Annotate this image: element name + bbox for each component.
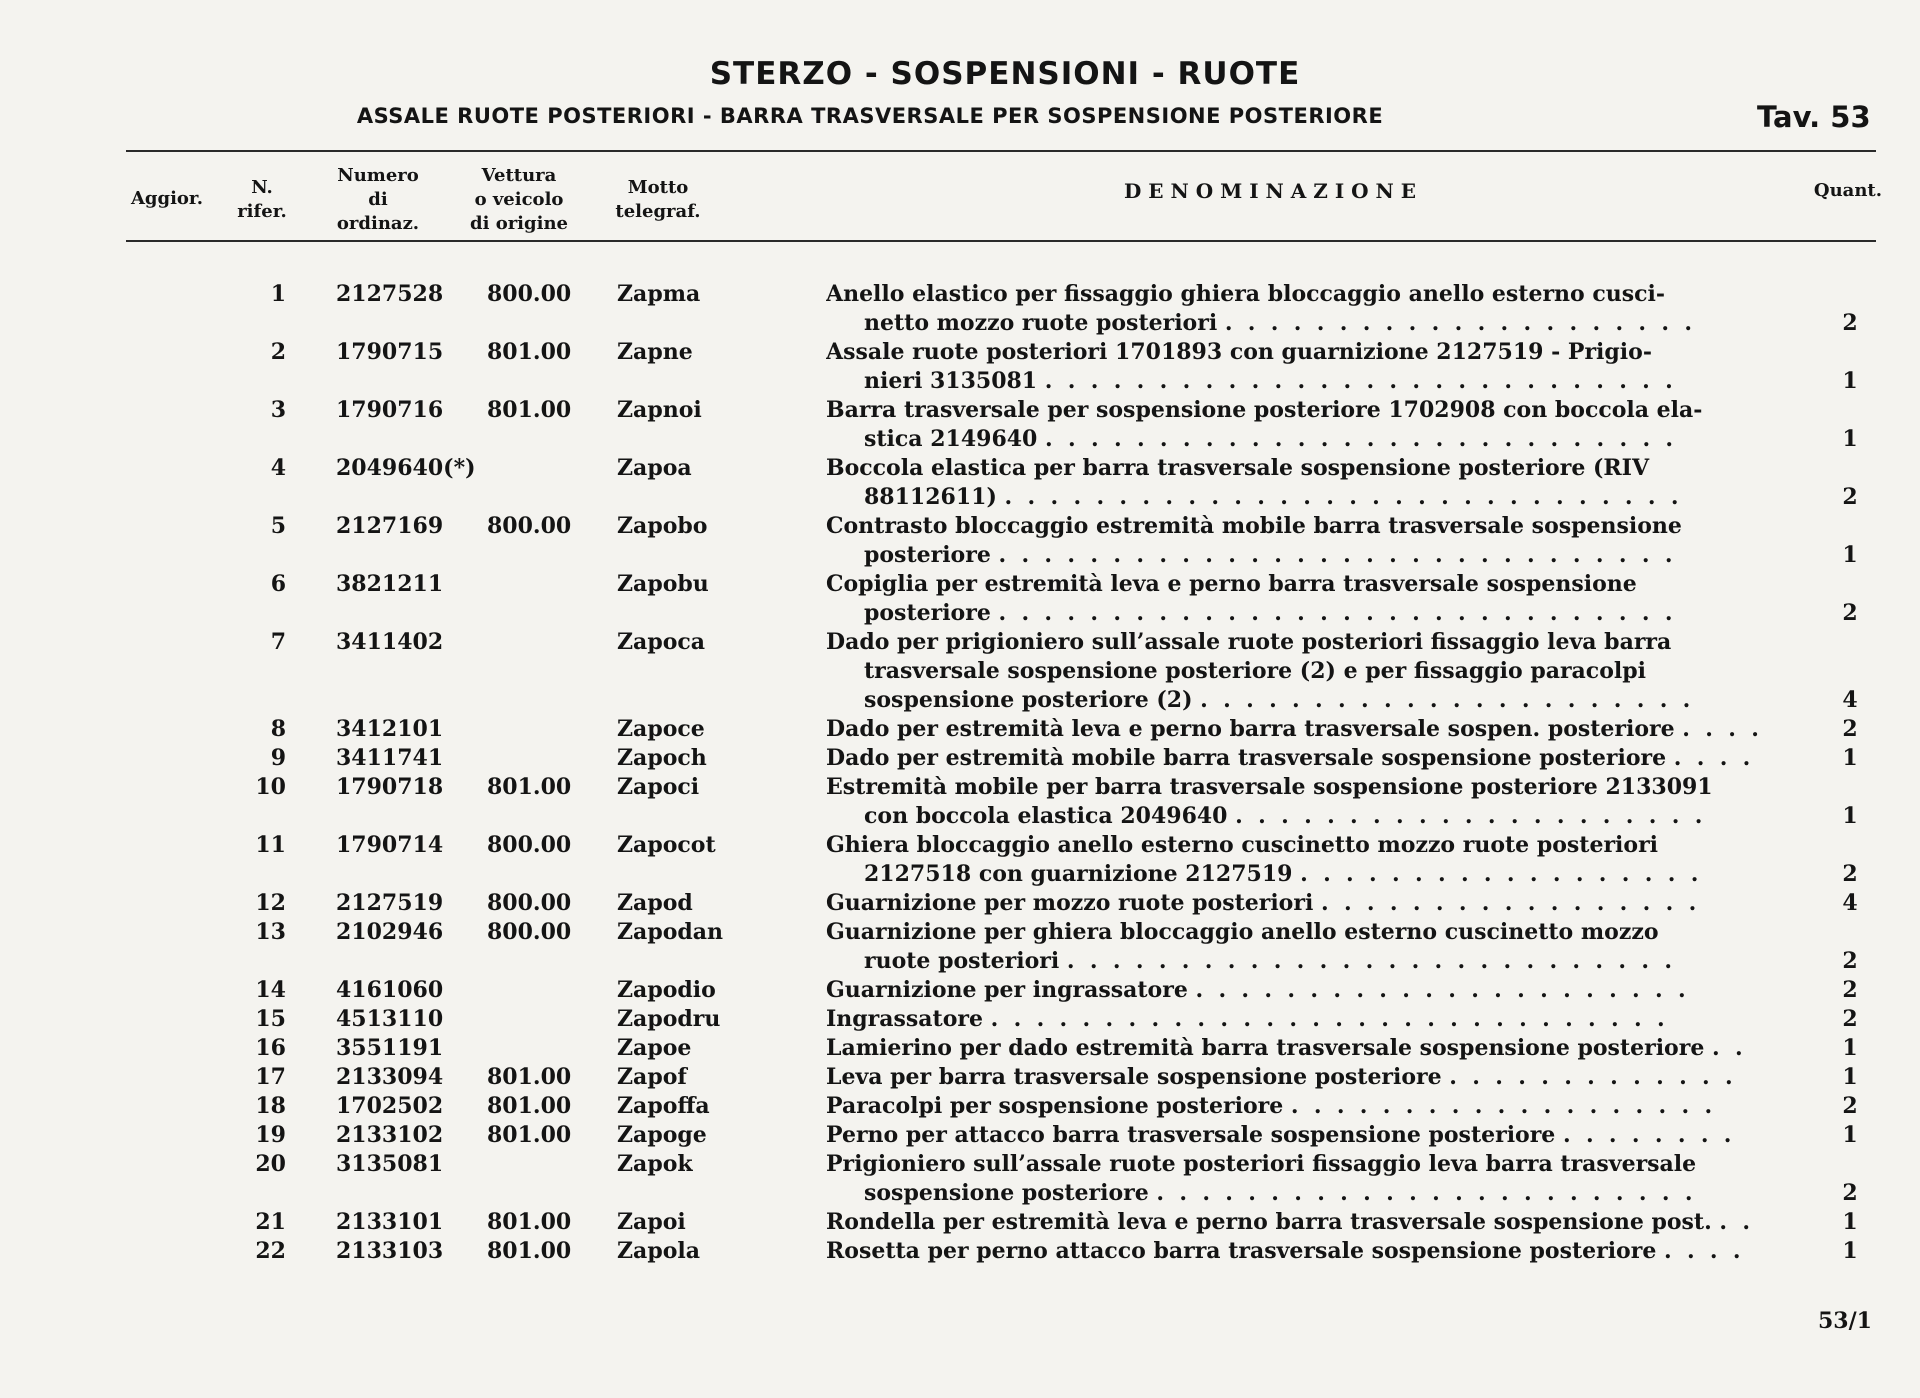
column-header-denominazione: D E N O M I N A Z I O N E: [1123, 179, 1417, 203]
column-header-motto: Motto telegraf.: [615, 177, 701, 222]
part-description: ruote posteriori . . . . . . . . . . . . . . . . . . . . . . . . . . .: [864, 948, 1672, 974]
part-description: trasversale sospensione posteriore (2) e per fissaggio paracolpi: [864, 658, 1646, 684]
vehicle-origin: 801.00: [487, 1064, 572, 1090]
part-description: Assale ruote posteriori 1701893 con guarnizione 2127519 - Prigio-: [826, 339, 1652, 365]
table-row: [0, 1150, 1920, 1179]
vehicle-origin: 800.00: [487, 890, 572, 916]
vehicle-origin: 801.00: [487, 1238, 572, 1264]
page-subtitle: ASSALE RUOTE POSTERIORI - BARRA TRASVERSALE PER SOSPENSIONE POSTERIORE: [356, 104, 1384, 128]
table-row: [0, 744, 1920, 773]
ref-number: 5: [270, 513, 286, 539]
order-number: 3412101: [336, 716, 444, 742]
quantity: 4: [1842, 890, 1858, 916]
part-description: nieri 3135081 . . . . . . . . . . . . . . . . . . . . . . . . . . . .: [864, 368, 1673, 394]
order-number: 3135081: [336, 1151, 444, 1177]
quantity: 2: [1842, 861, 1858, 887]
column-header-vettura: Vettura o veicolo di origine: [470, 165, 568, 234]
table-row-continuation: [0, 1179, 1920, 1208]
quantity: 1: [1842, 803, 1858, 829]
page-title: STERZO - SOSPENSIONI - RUOTE: [709, 56, 1301, 92]
table-row: [0, 918, 1920, 947]
ref-number: 20: [255, 1151, 286, 1177]
table-row: [0, 715, 1920, 744]
table-row: [0, 1092, 1920, 1121]
quantity: 2: [1842, 1093, 1858, 1119]
table-row: [0, 396, 1920, 425]
telegraph-code: Zapne: [617, 339, 693, 365]
ref-number: 7: [270, 629, 286, 655]
telegraph-code: Zapoch: [617, 745, 707, 771]
part-description: Barra trasversale per sospensione posteriore 1702908 con boccola ela-: [826, 397, 1703, 423]
order-number: 1790715: [336, 339, 444, 365]
part-description: posteriore . . . . . . . . . . . . . . . . . . . . . . . . . . . . . .: [864, 600, 1673, 626]
part-description: Rondella per estremità leva e perno barra trasversale sospensione post. . .: [826, 1209, 1751, 1235]
ref-number: 10: [255, 774, 286, 800]
telegraph-code: Zapocot: [617, 832, 716, 858]
quantity: 2: [1842, 977, 1858, 1003]
table-row: [0, 1121, 1920, 1150]
telegraph-code: Zapof: [617, 1064, 687, 1090]
ref-number: 4: [270, 455, 286, 481]
table-row: [0, 1063, 1920, 1092]
ref-number: 13: [255, 919, 286, 945]
table-row-continuation: [0, 686, 1920, 715]
table-row: [0, 338, 1920, 367]
order-number: 4513110: [336, 1006, 444, 1032]
table-row: [0, 889, 1920, 918]
part-description: Guarnizione per ghiera bloccaggio anello esterno cuscinetto mozzo: [826, 919, 1659, 945]
order-number: 1790716: [336, 397, 444, 423]
table-row-continuation: [0, 309, 1920, 338]
table-row: [0, 976, 1920, 1005]
column-header-rif: N. rifer.: [237, 177, 287, 222]
order-number: 1790718: [336, 774, 444, 800]
column-header-numero: Numero di ordinaz.: [336, 165, 420, 234]
part-description: Ghiera bloccaggio anello esterno cuscinetto mozzo ruote posteriori: [826, 832, 1659, 858]
part-description: Dado per prigioniero sull’assale ruote posteriori fissaggio leva barra: [826, 629, 1672, 655]
order-number: 2133094: [336, 1064, 444, 1090]
order-number: 3821211: [336, 571, 444, 597]
part-description: netto mozzo ruote posteriori . . . . . . . . . . . . . . . . . . . . .: [864, 310, 1693, 336]
column-header-aggior: Aggior.: [130, 188, 204, 209]
ref-number: 16: [255, 1035, 286, 1061]
part-description: Dado per estremità leva e perno barra trasversale sospen. posteriore . . . .: [826, 716, 1759, 742]
ref-number: 21: [255, 1209, 286, 1235]
telegraph-code: Zapoge: [617, 1122, 707, 1148]
page-number: 53/1: [1818, 1308, 1872, 1334]
part-description: Prigioniero sull’assale ruote posteriori fissaggio leva barra trasversale: [826, 1151, 1697, 1177]
part-description: Rosetta per perno attacco barra trasversale sospensione posteriore . . . .: [826, 1238, 1741, 1264]
telegraph-code: Zapobo: [617, 513, 708, 539]
part-description: Estremità mobile per barra trasversale sospensione posteriore 2133091: [826, 774, 1713, 800]
ref-number: 1: [270, 281, 286, 307]
telegraph-code: Zapobu: [617, 571, 709, 597]
quantity: 1: [1842, 426, 1858, 452]
part-description: Boccola elastica per barra trasversale sospensione posteriore (RIV: [826, 455, 1650, 481]
telegraph-code: Zapoi: [617, 1209, 686, 1235]
table-row: [0, 512, 1920, 541]
table-row-continuation: [0, 367, 1920, 396]
table-row: [0, 1237, 1920, 1266]
order-number: 3411741: [336, 745, 444, 771]
quantity: 1: [1842, 368, 1858, 394]
table-row: [0, 628, 1920, 657]
telegraph-code: Zapodan: [617, 919, 724, 945]
order-number: 2127169: [336, 513, 444, 539]
ref-number: 12: [255, 890, 286, 916]
quantity: 2: [1842, 716, 1858, 742]
telegraph-code: Zapoce: [617, 716, 705, 742]
quantity: 2: [1842, 310, 1858, 336]
part-description: Anello elastico per fissaggio ghiera bloccaggio anello esterno cusci-: [826, 281, 1666, 307]
part-description: Perno per attacco barra trasversale sospensione posteriore . . . . . . . .: [826, 1122, 1732, 1148]
order-number: 3411402: [336, 629, 444, 655]
part-description: con boccola elastica 2049640 . . . . . . . . . . . . . . . . . . . . .: [864, 803, 1703, 829]
quantity: 1: [1842, 1238, 1858, 1264]
table-row: [0, 831, 1920, 860]
vehicle-origin: 801.00: [487, 1122, 572, 1148]
table-row-continuation: [0, 947, 1920, 976]
ref-number: 6: [270, 571, 286, 597]
vehicle-origin: 801.00: [487, 339, 572, 365]
telegraph-code: Zapok: [617, 1151, 693, 1177]
part-description: Leva per barra trasversale sospensione posteriore . . . . . . . . . . . . .: [826, 1064, 1733, 1090]
part-description: sospensione posteriore . . . . . . . . . . . . . . . . . . . . . . . .: [864, 1180, 1693, 1206]
order-number: 1702502: [336, 1093, 444, 1119]
table-row: [0, 1005, 1920, 1034]
order-number: 2133102: [336, 1122, 444, 1148]
quantity: 4: [1842, 687, 1858, 713]
part-description: Ingrassatore . . . . . . . . . . . . . . . . . . . . . . . . . . . . . .: [826, 1006, 1665, 1032]
telegraph-code: Zapoa: [617, 455, 692, 481]
vehicle-origin: 800.00: [487, 919, 572, 945]
table-row: [0, 454, 1920, 483]
vehicle-origin: 801.00: [487, 1093, 572, 1119]
table-number: Tav. 53: [1757, 100, 1871, 134]
part-description: 2127518 con guarnizione 2127519 . . . . . . . . . . . . . . . . . .: [864, 861, 1699, 887]
part-description: Guarnizione per ingrassatore . . . . . . . . . . . . . . . . . . . . . .: [826, 977, 1686, 1003]
table-row: [0, 1208, 1920, 1237]
order-number: 2127519: [336, 890, 444, 916]
part-description: Lamierino per dado estremità barra trasversale sospensione posteriore . .: [826, 1035, 1743, 1061]
vehicle-origin: 801.00: [487, 1209, 572, 1235]
ref-number: 3: [270, 397, 286, 423]
table-row-continuation: [0, 802, 1920, 831]
order-number: 2102946: [336, 919, 444, 945]
table-row: [0, 1034, 1920, 1063]
table-row-continuation: [0, 483, 1920, 512]
quantity: 1: [1842, 1122, 1858, 1148]
telegraph-code: Zapnoi: [617, 397, 702, 423]
ref-number: 8: [270, 716, 286, 742]
order-number: 2049640(*): [336, 455, 476, 481]
ref-number: 9: [270, 745, 286, 771]
vehicle-origin: 801.00: [487, 774, 572, 800]
part-description: Paracolpi per sospensione posteriore . . . . . . . . . . . . . . . . . . .: [826, 1093, 1713, 1119]
telegraph-code: Zapoci: [617, 774, 700, 800]
vehicle-origin: 800.00: [487, 281, 572, 307]
part-description: stica 2149640 . . . . . . . . . . . . . . . . . . . . . . . . . . . .: [864, 426, 1674, 452]
table-row: [0, 570, 1920, 599]
part-description: Copiglia per estremità leva e perno barra trasversale sospensione: [826, 571, 1637, 597]
header-rule-bottom: [126, 240, 1876, 242]
telegraph-code: Zapoca: [617, 629, 706, 655]
ref-number: 22: [255, 1238, 286, 1264]
quantity: 2: [1842, 1180, 1858, 1206]
quantity: 1: [1842, 1064, 1858, 1090]
order-number: 2133101: [336, 1209, 444, 1235]
ref-number: 15: [255, 1006, 286, 1032]
column-header-quant: Quant.: [1813, 180, 1882, 201]
telegraph-code: Zapola: [617, 1238, 700, 1264]
telegraph-code: Zapodru: [617, 1006, 721, 1032]
ref-number: 19: [255, 1122, 286, 1148]
table-row-continuation: [0, 860, 1920, 889]
part-description: Guarnizione per mozzo ruote posteriori . . . . . . . . . . . . . . . . .: [826, 890, 1697, 916]
table-row-continuation: [0, 541, 1920, 570]
ref-number: 2: [270, 339, 286, 365]
part-description: 88112611) . . . . . . . . . . . . . . . . . . . . . . . . . . . . . .: [864, 484, 1679, 510]
vehicle-origin: 801.00: [487, 397, 572, 423]
ref-number: 11: [255, 832, 286, 858]
quantity: 2: [1842, 484, 1858, 510]
quantity: 1: [1842, 1035, 1858, 1061]
telegraph-code: Zapoffa: [617, 1093, 710, 1119]
ref-number: 18: [255, 1093, 286, 1119]
order-number: 4161060: [336, 977, 444, 1003]
ref-number: 14: [255, 977, 286, 1003]
part-description: posteriore . . . . . . . . . . . . . . . . . . . . . . . . . . . . . .: [864, 542, 1673, 568]
quantity: 1: [1842, 1209, 1858, 1235]
table-row: [0, 280, 1920, 309]
table-row-continuation: [0, 599, 1920, 628]
telegraph-code: Zapma: [617, 281, 701, 307]
order-number: 1790714: [336, 832, 444, 858]
table-row: [0, 773, 1920, 802]
part-description: Contrasto bloccaggio estremità mobile barra trasversale sospensione: [826, 513, 1682, 539]
quantity: 2: [1842, 1006, 1858, 1032]
part-description: Dado per estremità mobile barra trasversale sospensione posteriore . . . .: [826, 745, 1751, 771]
telegraph-code: Zapod: [617, 890, 693, 916]
vehicle-origin: 800.00: [487, 513, 572, 539]
vehicle-origin: 800.00: [487, 832, 572, 858]
quantity: 1: [1842, 542, 1858, 568]
quantity: 1: [1842, 745, 1858, 771]
part-description: sospensione posteriore (2) . . . . . . . . . . . . . . . . . . . . . .: [864, 687, 1691, 713]
order-number: 3551191: [336, 1035, 444, 1061]
header-rule-top: [126, 150, 1876, 152]
table-row-continuation: [0, 657, 1920, 686]
ref-number: 17: [255, 1064, 286, 1090]
order-number: 2133103: [336, 1238, 444, 1264]
quantity: 2: [1842, 600, 1858, 626]
order-number: 2127528: [336, 281, 444, 307]
telegraph-code: Zapodio: [617, 977, 716, 1003]
quantity: 2: [1842, 948, 1858, 974]
table-row-continuation: [0, 425, 1920, 454]
telegraph-code: Zapoe: [617, 1035, 692, 1061]
